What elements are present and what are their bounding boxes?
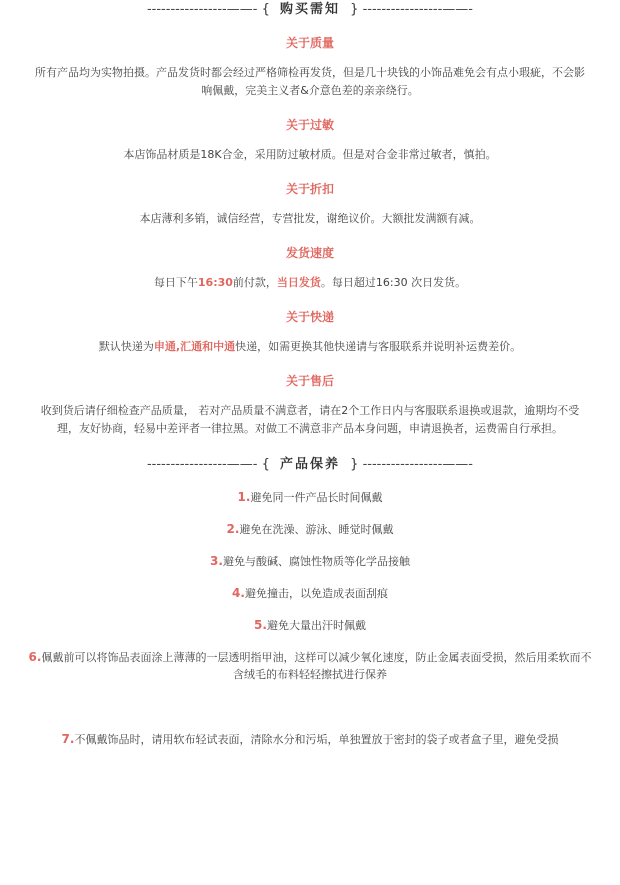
care-item-number: 7.: [61, 732, 75, 746]
after-sales-text-line-2: 理，友好协商，轻易中差评者一律拉黑。对做工不满意非产品本身问题，申请退换者，运费需自行承担。: [57, 422, 563, 435]
cutoff-time-highlight: 16:30: [197, 276, 233, 289]
care-item-number: 6.: [28, 650, 42, 664]
shipping-speed-part: 每日下午: [153, 276, 198, 289]
heading-discount: 关于折扣: [285, 182, 334, 196]
divider-title: 购买需知: [279, 2, 340, 17]
shipping-speed-part: 。每日超过16:30 次日发货。: [320, 276, 467, 289]
divider-title: 产品保养: [279, 457, 340, 472]
after-sales-text-line-1: 收到货后请仔细检查产品质量， 若对产品质量不满意者，请在2个工作日内与客服联系退换或退款，逾期均不受: [40, 404, 580, 417]
care-item: [0, 616, 620, 635]
divider-brace-left: {: [261, 457, 270, 472]
care-item-number: 3.: [210, 554, 223, 568]
care-item-text: 避免在洗澡、游泳、睡觉时佩戴: [239, 523, 394, 536]
heading-quality: 关于质量: [285, 36, 334, 50]
heading-courier: 关于快递: [285, 310, 334, 324]
care-item: [0, 584, 620, 603]
discount-text: 本店薄利多销，诚信经营，专营批发，谢绝议价。大额批发满额有减。: [139, 212, 481, 225]
courier-part: 快递，如需更换其他快递请与客服联系并说明补运费差价。: [235, 340, 522, 353]
same-day-highlight: 当日发货: [276, 276, 321, 289]
care-item-number: 1.: [237, 490, 251, 504]
care-item: [0, 520, 620, 539]
courier-text: [0, 338, 620, 356]
shipping-speed-text: [0, 274, 620, 292]
care-item-number: 2.: [226, 522, 240, 536]
section-divider-care: [0, 453, 620, 473]
shipping-speed-part: 前付款，: [232, 276, 277, 289]
care-item-text: 避免与酸碱、腐蚀性物质等化学品接触: [222, 555, 410, 568]
heading-allergy: 关于过敏: [285, 118, 334, 132]
care-item-text: 避免同一件产品长时间佩戴: [250, 491, 383, 504]
care-item-text: 避免大量出汗时佩戴: [266, 619, 366, 632]
care-item-text: 佩戴前可以将饰品表面涂上薄薄的一层透明指甲油，这样可以减少氧化速度，防止金属表面受损，然后用柔软而不: [41, 651, 592, 664]
heading-after-sales: 关于售后: [285, 374, 334, 388]
care-item: [0, 552, 620, 571]
care-item: [0, 730, 620, 749]
care-item: [0, 488, 620, 507]
divider-dashes-right: -----------------——-: [362, 457, 473, 472]
divider-brace-right: }: [350, 457, 359, 472]
courier-part: 默认快递为: [98, 340, 154, 353]
divider-dashes-left: -----------------——-: [146, 457, 258, 472]
courier-names-highlight: 申通,汇通和中通: [153, 340, 236, 353]
quality-text-line-2: 响佩戴，完美主义者&介意色差的亲亲绕行。: [201, 84, 419, 97]
heading-shipping-speed: 发货速度: [285, 246, 334, 260]
care-item-continued: 含绒毛的布料轻轻擦拭进行保养: [233, 668, 387, 681]
care-item: [0, 648, 620, 667]
divider-brace-left: {: [261, 2, 270, 17]
care-item-number: 4.: [232, 586, 245, 600]
care-item-text: 不佩戴饰品时，请用软布轻试表面，清除水分和污垢，单独置放于密封的袋子或者盒子里，避免受损: [74, 733, 559, 746]
divider-dashes-left: -----------------——-: [146, 2, 258, 17]
section-divider-purchase: [0, 0, 620, 18]
quality-text-line-1: 所有产品均为实物拍摄。产品发货时都会经过严格筛检再发货，但是几十块钱的小饰品难免会有点小瑕疵，不会影: [35, 66, 585, 79]
allergy-text: 本店饰品材质是18K合金，采用防过敏材质。但是对合金非常过敏者，慎拍。: [123, 148, 497, 161]
divider-dashes-right: -----------------——-: [362, 2, 473, 17]
care-item-text: 避免撞击，以免造成表面刮痕: [244, 587, 388, 600]
care-item-number: 5.: [254, 618, 267, 632]
divider-brace-right: }: [350, 2, 359, 17]
